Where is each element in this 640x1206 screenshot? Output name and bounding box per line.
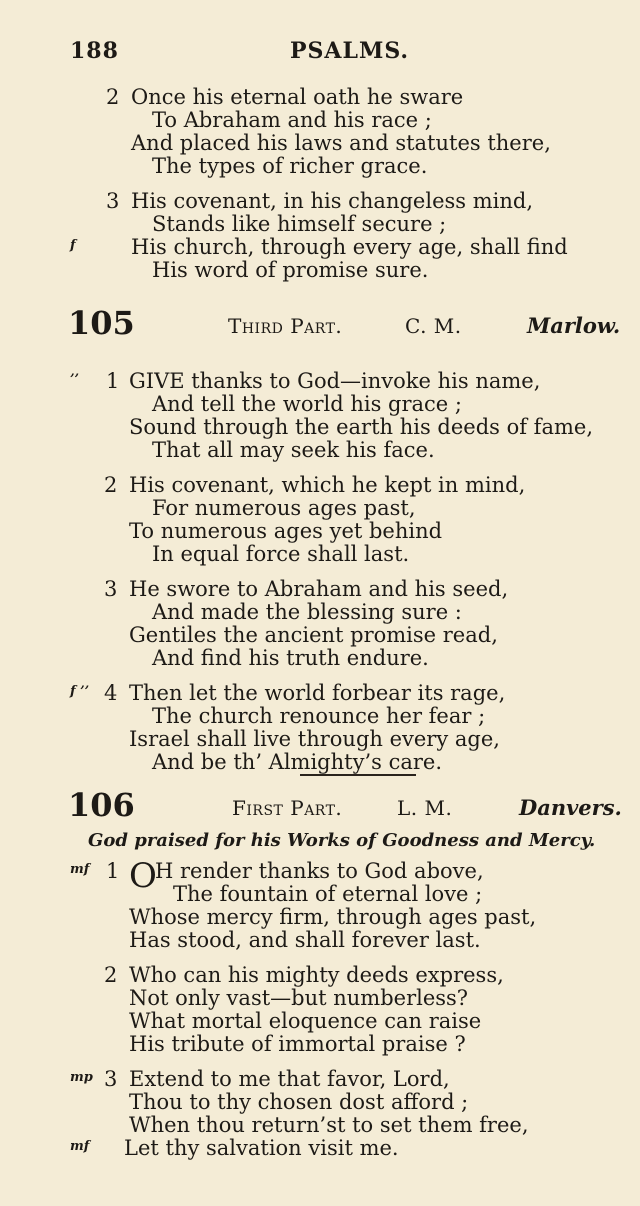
drop-cap: O	[129, 856, 157, 896]
verse-line: Then let the world forbear its rage,	[129, 681, 506, 705]
stanza-number: 3	[106, 189, 120, 213]
verse-line: H render thanks to God above,	[155, 859, 484, 883]
verse-line: His church, through every age, shall find	[131, 235, 568, 259]
verse-line: Who can his mighty deeds express,	[129, 963, 504, 987]
hymn-number: 105	[68, 304, 135, 342]
hymn-tune: Marlow.	[527, 313, 621, 338]
verse-line: Whose mercy firm, through ages past,	[129, 905, 537, 929]
stanza-number: 1	[106, 859, 120, 883]
running-head: PSALMS.	[290, 38, 410, 64]
verse-line: His tribute of immortal praise ?	[129, 1032, 466, 1056]
verse-line: The church renounce her fear ;	[152, 704, 486, 728]
stanza-number: 3	[104, 1067, 118, 1091]
dynamic-mark: ’’	[70, 372, 80, 387]
verse-line: Thou to thy chosen dost afford ;	[129, 1090, 469, 1114]
dynamic-mark: mf	[70, 862, 90, 877]
verse-line: And tell the world his grace ;	[152, 392, 462, 416]
hymn-part: Third Part.	[228, 314, 343, 338]
hymn-meter: L. M.	[397, 796, 453, 820]
hymn-subtitle: God praised for his Works of Goodness and Mercy.	[88, 830, 596, 851]
stanza-number: 2	[104, 963, 118, 987]
verse-line: His word of promise sure.	[152, 258, 429, 282]
verse-line: What mortal eloquence can raise	[129, 1009, 482, 1033]
stanza-number: 4	[104, 681, 118, 705]
verse-line: Not only vast—but numberless?	[129, 986, 469, 1010]
stanza-number: 3	[104, 577, 118, 601]
verse-line: Sound through the earth his deeds of fame,	[129, 415, 593, 439]
hymn-meter: C. M.	[405, 314, 462, 338]
verse-line: Stands like himself secure ;	[152, 212, 447, 236]
verse-line: In equal force shall last.	[152, 542, 410, 566]
verse-line: Once his eternal oath he sware	[131, 85, 464, 109]
dynamic-mark: mp	[70, 1070, 93, 1085]
verse-line: For numerous ages past,	[152, 496, 416, 520]
hymn-number: 106	[68, 786, 135, 824]
verse-line: To Abraham and his race ;	[152, 108, 432, 132]
stanza-number: 2	[106, 85, 120, 109]
stanza-number: 1	[106, 369, 120, 393]
verse-line: And placed his laws and statutes there,	[131, 131, 551, 155]
dynamic-mark: mf	[70, 1139, 90, 1154]
verse-line: His covenant, which he kept in mind,	[129, 473, 526, 497]
verse-line: That all may seek his face.	[152, 438, 435, 462]
dynamic-mark: f ’’	[70, 684, 90, 699]
verse-line: Israel shall live through every age,	[129, 727, 500, 751]
verse-line: Has stood, and shall forever last.	[129, 928, 481, 952]
section-divider	[300, 774, 416, 776]
verse-line: To numerous ages yet behind	[129, 519, 443, 543]
verse-line: And be th’ Almighty’s care.	[152, 750, 443, 774]
verse-line: Gentiles the ancient promise read,	[129, 623, 498, 647]
verse-line: And find his truth endure.	[152, 646, 429, 670]
verse-line: When thou return’st to set them free,	[129, 1113, 529, 1137]
page-number: 188	[70, 38, 119, 64]
hymn-tune: Danvers.	[519, 795, 622, 820]
dynamic-mark: f	[70, 238, 76, 253]
verse-line: GIVE thanks to God—invoke his name,	[129, 369, 541, 393]
verse-line: And made the blessing sure :	[152, 600, 462, 624]
verse-line: His covenant, in his changeless mind,	[131, 189, 533, 213]
verse-line: Let thy salvation visit me.	[124, 1136, 399, 1160]
verse-line: The types of richer grace.	[152, 154, 428, 178]
verse-line: Extend to me that favor, Lord,	[129, 1067, 450, 1091]
hymn-part: First Part.	[232, 796, 343, 820]
verse-line: He swore to Abraham and his seed,	[129, 577, 509, 601]
verse-line: The fountain of eternal love ;	[173, 882, 483, 906]
stanza-number: 2	[104, 473, 118, 497]
